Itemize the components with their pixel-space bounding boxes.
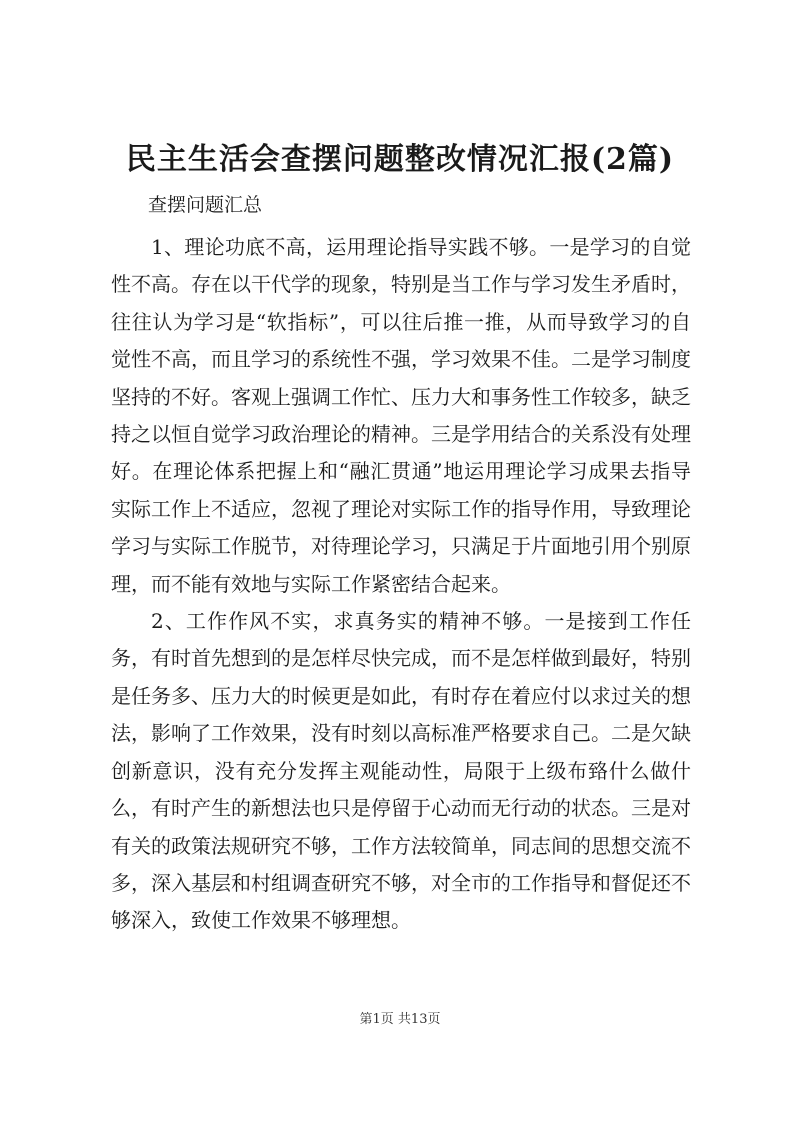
document-title: 民主生活会查摆问题整改情况汇报(2篇) (125, 142, 675, 177)
page-number-footer: 第1页 共13页 (359, 1012, 441, 1027)
paragraph-1: 1、理论功底不高，运用理论指导实践不够。一是学习的自觉性不高。存在以干代学的现象，特别是当工作与学习发生矛盾时，往往认为学习是“软指标”，可以往后推一推，从而导致学习的自觉性不高，而且学习的系统性不强，学习效果不佳。二是学习制度坚持的不好。客观上强调工作忙、压力大和事务性工作较多，缺乏持之以恒自觉学习政治理论的精神。三是学用结合的关系没有处理好。在理论体系把握上和“融汇贯通”地运用理论学习成果去指导实际工作上不适应，忽视了理论对实际工作的指导作用，导致理论学习与实际工作脱节，对待理论学习，只满足于片面地引用个别原理，而不能有效地与实际工作紧密结合起来。 (111, 235, 691, 596)
document-body (111, 229, 691, 940)
section-heading: 查摆问题汇总 (148, 194, 263, 216)
paragraph-2: 2、工作作风不实，求真务实的精神不够。一是接到工作任务，有时首先想到的是怎样尽快完成，而不是怎样做到最好，特别是任务多、压力大的时候更是如此，有时存在着应付以求过关的想法，影响了工作效果，没有时刻以高标准严格要求自己。二是欠缺创新意识，没有充分发挥主观能动性，局限于上级布臵什么做什么，有时产生的新想法也只是停留于心动而无行动的状态。三是对有关的政策法规研究不够，工作方法较简单，同志间的思想交流不多，深入基层和村组调查研究不够，对全市的工作指导和督促还不够深入，致使工作效果不够理想。 (111, 609, 691, 933)
